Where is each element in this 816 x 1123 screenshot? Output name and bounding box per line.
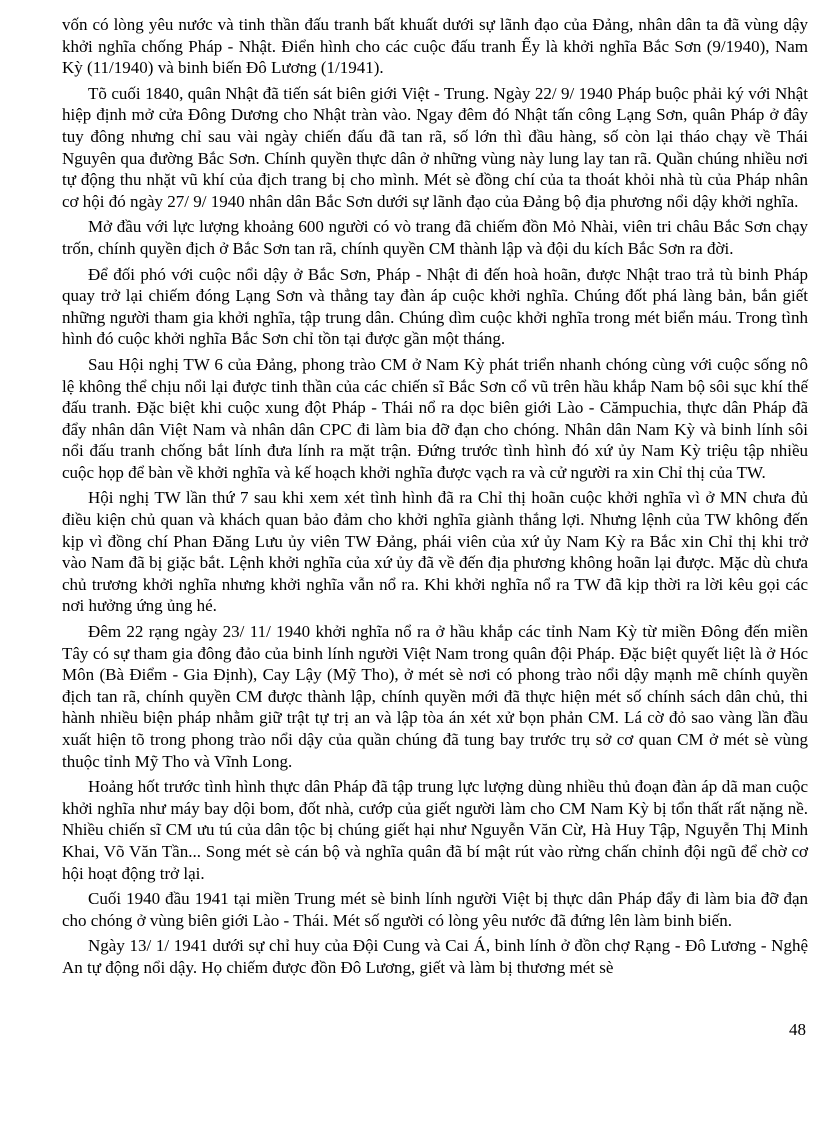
paragraph-1: vốn có lòng yêu nước và tinh thần đấu tranh bất khuất dưới sự lãnh đạo của Đảng, nhân dân ta đã vùng dậy khởi nghĩa chống Pháp - Nhật. Điển hình cho các cuộc đấu tranh Ếy là khởi nghĩa Bắc Sơn (9/1940), Nam Kỳ (11/1940) và binh biến Đô Lương (1/1941). (62, 15, 808, 78)
paragraph-9: Cuối 1940 đầu 1941 tại miền Trung mét sè binh lính người Việt bị thực dân Pháp đẩy đi làm bia đỡ đạn cho chóng ở vùng biên giới Lào - Thái. Mét số người có lòng yêu nước đã đứng lên làm binh biến. (62, 889, 808, 930)
paragraph-10: Ngày 13/ 1/ 1941 dưới sự chỉ huy của Đội Cung và Cai Á, binh lính ở đồn chợ Rạng - Đô Lương - Nghệ An tự động nổi dậy. Họ chiếm được đồn Đô Lương, giết và làm bị thương mét sè (62, 936, 808, 977)
paragraph-3: Mở đầu với lực lượng khoảng 600 người có vò trang đã chiếm đồn Mỏ Nhài, viên tri châu Bắc Sơn chạy trốn, chính quyền địch ở Bắc Sơn tan rã, chính quyền CM thành lập và đội du kích Bắc Sơn ra đời. (62, 217, 808, 258)
document-body (62, 14, 808, 983)
paragraph-5: Sau Hội nghị TW 6 của Đảng, phong trào CM ở Nam Kỳ phát triển nhanh chóng cùng với cuộc sống nô lệ không thể chịu nổi lại được tinh thần của các chiến sĩ Bắc Sơn cổ vũ trên hầu khắp Nam bộ sôi sục khí thế đấu tranh. Đặc biệt khi cuộc xung đột Pháp - Thái nổ ra dọc biên giới Lào - Cămpuchia, thực dân Pháp đã đẩy nhân dân Việt Nam và nhân dân CPC đi làm bia đỡ đạn cho chóng. Nhân dân Nam Kỳ và binh lính sôi nổi đấu tranh chống bắt lính đưa lính ra mặt trận. Đứng trước tình hình đó xứ ủy Nam Kỳ triệu tập nhiều cuộc họp để bàn về khởi nghĩa và kế hoạch khởi nghĩa được vạch ra và cử người ra xin Chỉ thị của TW. (62, 354, 808, 482)
paragraph-6: Hội nghị TW lần thứ 7 sau khi xem xét tình hình đã ra Chỉ thị hoãn cuộc khởi nghĩa vì ở MN chưa đủ điều kiện chủ quan và khách quan bảo đảm cho khởi nghĩa giành thắng lợi. Nhưng lệnh của TW không đến kịp vì đồng chí Phan Đăng Lưu ủy viên TW Đảng, phái viên của xứ ủy Nam Kỳ ra Bắc xin Chỉ thị khi trở vào Nam đã bị giặc bắt. Lệnh khởi nghĩa của xứ ủy đã về đến địa phương không hoãn lại được. Mặc dù chưa chủ trương khởi nghĩa nhưng khởi nghĩa vẫn nổ ra. Khi khởi nghĩa nổ ra TW đã kịp thời ra lời kêu gọi các nơi hưởng ứng ủng hé. (62, 488, 808, 616)
paragraph-2: Tõ cuối 1840, quân Nhật đã tiến sát biên giới Việt - Trung. Ngày 22/ 9/ 1940 Pháp buộc phải ký với Nhật hiệp định mở cửa Đông Dương cho Nhật tràn vào. Ngay đêm đó Nhật tấn công Lạng Sơn, quân Pháp ở đây tuy đông nhưng chỉ sau vài ngày chiến đấu đã tan rã, số lớn thì đầu hàng, số còn lại tháo chạy về Thái Nguyên qua đường Bắc Sơn. Chính quyền thực dân ở những vùng này lung lay tan rã. Quần chúng nhiều nơi tự động thu nhặt vũ khí của địch trang bị cho mình. Mét sè đồng chí của ta thoát khỏi nhà tù của Pháp nhân cơ hội đó ngày 27/ 9/ 1940 nhân dân Bắc Sơn dưới sự lãnh đạo của Đảng bộ địa phương nổi dậy khởi nghĩa. (62, 83, 808, 211)
paragraph-8: Hoảng hốt trước tình hình thực dân Pháp đã tập trung lực lượng dùng nhiều thủ đoạn đàn áp dã man cuộc khởi nghĩa như máy bay dội bom, đốt nhà, cướp của giết người làm cho CM Nam Kỳ bị tổn thất rất nặng nề. Nhiều chiến sĩ CM ưu tú của dân tộc bị chúng giết hại như Nguyễn Văn Cừ, Hà Huy Tập, Nguyễn Thị Minh Khai, Võ Văn Tần... Song mét sè cán bộ và nghĩa quân đã bí mật rút vào rừng chấn chỉnh đội ngũ để chờ cơ hội hoạt động trở lại. (62, 777, 808, 883)
paragraph-4: Để đối phó với cuộc nổi dậy ở Bắc Sơn, Pháp - Nhật đi đến hoà hoãn, được Nhật trao trả tù binh Pháp quay trở lại chiếm đóng Lạng Sơn và thẳng tay đàn áp cuộc khởi nghĩa. Chúng đốt phá làng bản, bắn giết những người tham gia khởi nghĩa, tập trung dân. Chúng dìm cuộc khởi nghĩa trong mét biển máu. Trong tình hình đó cuộc khởi nghĩa Bắc Sơn chỉ tồn tại được gần một tháng. (62, 264, 808, 349)
paragraph-7: Đêm 22 rạng ngày 23/ 11/ 1940 khởi nghĩa nổ ra ở hầu khắp các tỉnh Nam Kỳ từ miền Đông đến miền Tây có sự tham gia đông đảo của binh lính người Việt Nam trong quân đội Pháp. Đặc biệt quyết liệt là ở Hóc Môn (Bà Điểm - Gia Định), Cay Lậy (Mỹ Tho), ở mét sè nơi có phong trào nổi dậy mạnh mẽ chính quyền địch tan rã, chính quyền CM được thành lập, chính quyền mới đã thực hiện mét số chính sách dân chủ, thi hành nhiều biện pháp nhằm giữ trật tự trị an và lập tòa án xét xử bọn phản CM. Lá cờ đỏ sao vàng lần đầu xuất hiện tõ trong phong trào nổi dậy của quần chúng đã tung bay trước trụ sở cơ quan CM ở mét sè vùng thuộc tỉnh Mỹ Tho và Vĩnh Long. (62, 622, 808, 771)
page-number: 48 (789, 1020, 806, 1039)
